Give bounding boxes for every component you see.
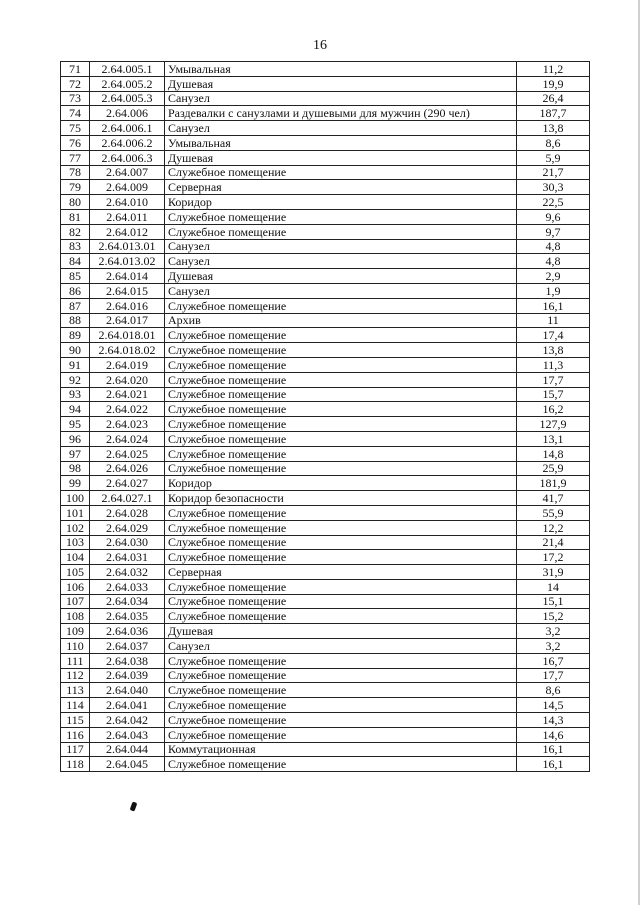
row-number-cell: 78 — [61, 165, 90, 180]
table-row — [61, 446, 590, 461]
row-number-cell: 74 — [61, 106, 90, 121]
table-row — [61, 535, 590, 550]
room-name-cell: Душевая — [165, 269, 517, 284]
room-name-cell: Служебное помещение — [165, 609, 517, 624]
room-area-cell: 11,2 — [517, 62, 590, 77]
room-area-cell: 22,5 — [517, 195, 590, 210]
room-area-cell: 15,7 — [517, 387, 590, 402]
room-area-cell: 14,8 — [517, 446, 590, 461]
row-number-cell: 106 — [61, 579, 90, 594]
room-area-cell: 16,2 — [517, 402, 590, 417]
room-code-cell: 2.64.036 — [90, 624, 165, 639]
room-name-cell: Служебное помещение — [165, 520, 517, 535]
room-name-cell: Служебное помещение — [165, 372, 517, 387]
row-number-cell: 95 — [61, 417, 90, 432]
room-name-cell: Служебное помещение — [165, 165, 517, 180]
room-code-cell: 2.64.031 — [90, 550, 165, 565]
room-area-cell: 3,2 — [517, 639, 590, 654]
row-number-cell: 104 — [61, 550, 90, 565]
row-number-cell: 81 — [61, 209, 90, 224]
room-code-cell: 2.64.033 — [90, 579, 165, 594]
table-row — [61, 505, 590, 520]
room-name-cell: Коридор — [165, 195, 517, 210]
room-area-cell: 8,6 — [517, 683, 590, 698]
table-row — [61, 431, 590, 446]
table-row — [61, 713, 590, 728]
room-name-cell: Служебное помещение — [165, 698, 517, 713]
room-area-cell: 5,9 — [517, 150, 590, 165]
room-code-cell: 2.64.017 — [90, 313, 165, 328]
room-area-cell: 19,9 — [517, 76, 590, 91]
table-row — [61, 121, 590, 136]
room-area-cell: 31,9 — [517, 565, 590, 580]
room-area-cell: 8,6 — [517, 135, 590, 150]
row-number-cell: 98 — [61, 461, 90, 476]
room-name-cell: Душевая — [165, 624, 517, 639]
room-code-cell: 2.64.044 — [90, 742, 165, 757]
room-area-cell: 187,7 — [517, 106, 590, 121]
room-area-cell: 9,6 — [517, 209, 590, 224]
room-code-cell: 2.64.027.1 — [90, 491, 165, 506]
room-code-cell: 2.64.022 — [90, 402, 165, 417]
table-row — [61, 135, 590, 150]
room-area-cell: 26,4 — [517, 91, 590, 106]
room-name-cell: Служебное помещение — [165, 683, 517, 698]
room-area-cell: 16,1 — [517, 757, 590, 772]
table-row — [61, 269, 590, 284]
room-code-cell: 2.64.027 — [90, 476, 165, 491]
row-number-cell: 84 — [61, 254, 90, 269]
table-row — [61, 209, 590, 224]
row-number-cell: 87 — [61, 298, 90, 313]
room-name-cell: Служебное помещение — [165, 713, 517, 728]
room-code-cell: 2.64.015 — [90, 283, 165, 298]
room-name-cell: Санузел — [165, 239, 517, 254]
room-code-cell: 2.64.024 — [90, 431, 165, 446]
room-name-cell: Раздевалки с санузлами и душевыми для мужчин (290 чел) — [165, 106, 517, 121]
room-code-cell: 2.64.040 — [90, 683, 165, 698]
table-row — [61, 372, 590, 387]
room-code-cell: 2.64.043 — [90, 727, 165, 742]
row-number-cell: 89 — [61, 328, 90, 343]
room-name-cell: Служебное помещение — [165, 328, 517, 343]
table-row — [61, 298, 590, 313]
room-code-cell: 2.64.020 — [90, 372, 165, 387]
table-row — [61, 579, 590, 594]
table-row — [61, 742, 590, 757]
room-name-cell: Служебное помещение — [165, 298, 517, 313]
table-row — [61, 313, 590, 328]
room-code-cell: 2.64.039 — [90, 668, 165, 683]
room-area-cell: 16,1 — [517, 742, 590, 757]
room-name-cell: Служебное помещение — [165, 417, 517, 432]
room-area-cell: 41,7 — [517, 491, 590, 506]
room-code-cell: 2.64.012 — [90, 224, 165, 239]
table-row — [61, 254, 590, 269]
room-name-cell: Санузел — [165, 283, 517, 298]
room-code-cell: 2.64.021 — [90, 387, 165, 402]
table-row — [61, 195, 590, 210]
row-number-cell: 103 — [61, 535, 90, 550]
room-area-cell: 21,4 — [517, 535, 590, 550]
room-area-cell: 15,2 — [517, 609, 590, 624]
room-name-cell: Служебное помещение — [165, 505, 517, 520]
row-number-cell: 113 — [61, 683, 90, 698]
room-area-cell: 11 — [517, 313, 590, 328]
table-row — [61, 165, 590, 180]
room-code-cell: 2.64.026 — [90, 461, 165, 476]
room-area-cell: 11,3 — [517, 357, 590, 372]
room-code-cell: 2.64.014 — [90, 269, 165, 284]
table-row — [61, 476, 590, 491]
table-row — [61, 402, 590, 417]
row-number-cell: 110 — [61, 639, 90, 654]
room-area-cell: 13,8 — [517, 343, 590, 358]
room-area-cell: 13,8 — [517, 121, 590, 136]
table-row — [61, 180, 590, 195]
room-code-cell: 2.64.034 — [90, 594, 165, 609]
room-area-cell: 14,6 — [517, 727, 590, 742]
row-number-cell: 117 — [61, 742, 90, 757]
room-code-cell: 2.64.006.2 — [90, 135, 165, 150]
room-code-cell: 2.64.005.2 — [90, 76, 165, 91]
room-code-cell: 2.64.016 — [90, 298, 165, 313]
room-name-cell: Служебное помещение — [165, 668, 517, 683]
room-code-cell: 2.64.013.01 — [90, 239, 165, 254]
room-area-cell: 14,5 — [517, 698, 590, 713]
room-name-cell: Служебное помещение — [165, 757, 517, 772]
table-row — [61, 550, 590, 565]
table-row — [61, 639, 590, 654]
room-code-cell: 2.64.009 — [90, 180, 165, 195]
row-number-cell: 116 — [61, 727, 90, 742]
room-area-cell: 21,7 — [517, 165, 590, 180]
room-area-cell: 17,4 — [517, 328, 590, 343]
room-area-cell: 17,7 — [517, 668, 590, 683]
room-name-cell: Служебное помещение — [165, 357, 517, 372]
room-code-cell: 2.64.006.3 — [90, 150, 165, 165]
row-number-cell: 88 — [61, 313, 90, 328]
row-number-cell: 112 — [61, 668, 90, 683]
room-name-cell: Санузел — [165, 254, 517, 269]
table-row — [61, 461, 590, 476]
room-area-cell: 9,7 — [517, 224, 590, 239]
row-number-cell: 75 — [61, 121, 90, 136]
room-code-cell: 2.64.011 — [90, 209, 165, 224]
row-number-cell: 97 — [61, 446, 90, 461]
room-area-cell: 14,3 — [517, 713, 590, 728]
room-area-cell: 17,7 — [517, 372, 590, 387]
room-area-cell: 16,1 — [517, 298, 590, 313]
room-name-cell: Серверная — [165, 180, 517, 195]
room-code-cell: 2.64.006 — [90, 106, 165, 121]
room-code-cell: 2.64.038 — [90, 653, 165, 668]
room-name-cell: Служебное помещение — [165, 727, 517, 742]
row-number-cell: 77 — [61, 150, 90, 165]
row-number-cell: 83 — [61, 239, 90, 254]
table-row — [61, 150, 590, 165]
room-code-cell: 2.64.013.02 — [90, 254, 165, 269]
room-code-cell: 2.64.032 — [90, 565, 165, 580]
room-code-cell: 2.64.042 — [90, 713, 165, 728]
room-code-cell: 2.64.018.01 — [90, 328, 165, 343]
row-number-cell: 73 — [61, 91, 90, 106]
room-code-cell: 2.64.023 — [90, 417, 165, 432]
row-number-cell: 86 — [61, 283, 90, 298]
row-number-cell: 108 — [61, 609, 90, 624]
room-area-cell: 4,8 — [517, 239, 590, 254]
table-row — [61, 565, 590, 580]
row-number-cell: 102 — [61, 520, 90, 535]
room-code-cell: 2.64.010 — [90, 195, 165, 210]
table-row — [61, 609, 590, 624]
row-number-cell: 99 — [61, 476, 90, 491]
room-area-cell: 16,7 — [517, 653, 590, 668]
table-row — [61, 594, 590, 609]
room-area-cell: 1,9 — [517, 283, 590, 298]
row-number-cell: 80 — [61, 195, 90, 210]
room-name-cell: Умывальная — [165, 62, 517, 77]
table-row — [61, 417, 590, 432]
room-code-cell: 2.64.018.02 — [90, 343, 165, 358]
table-row — [61, 653, 590, 668]
room-name-cell: Служебное помещение — [165, 431, 517, 446]
table-row — [61, 624, 590, 639]
room-code-cell: 2.64.006.1 — [90, 121, 165, 136]
room-name-cell: Служебное помещение — [165, 402, 517, 417]
table-row — [61, 698, 590, 713]
row-number-cell: 90 — [61, 343, 90, 358]
table-row — [61, 343, 590, 358]
row-number-cell: 71 — [61, 62, 90, 77]
row-number-cell: 101 — [61, 505, 90, 520]
row-number-cell: 118 — [61, 757, 90, 772]
table-row — [61, 683, 590, 698]
page-number: 16 — [313, 38, 327, 53]
room-code-cell: 2.64.045 — [90, 757, 165, 772]
room-name-cell: Архив — [165, 313, 517, 328]
row-number-cell: 96 — [61, 431, 90, 446]
room-name-cell: Душевая — [165, 76, 517, 91]
row-number-cell: 91 — [61, 357, 90, 372]
row-number-cell: 82 — [61, 224, 90, 239]
table-row — [61, 224, 590, 239]
table-row — [61, 491, 590, 506]
table-row — [61, 328, 590, 343]
room-name-cell: Коммутационная — [165, 742, 517, 757]
table-row — [61, 757, 590, 772]
room-code-cell: 2.64.029 — [90, 520, 165, 535]
room-area-cell: 14 — [517, 579, 590, 594]
room-name-cell: Служебное помещение — [165, 535, 517, 550]
room-name-cell: Служебное помещение — [165, 594, 517, 609]
room-code-cell: 2.64.037 — [90, 639, 165, 654]
row-number-cell: 72 — [61, 76, 90, 91]
row-number-cell: 109 — [61, 624, 90, 639]
room-area-cell: 55,9 — [517, 505, 590, 520]
room-area-cell: 15,1 — [517, 594, 590, 609]
table-row — [61, 62, 590, 77]
room-area-cell: 3,2 — [517, 624, 590, 639]
row-number-cell: 94 — [61, 402, 90, 417]
room-area-cell: 13,1 — [517, 431, 590, 446]
room-code-cell: 2.64.005.3 — [90, 91, 165, 106]
row-number-cell: 111 — [61, 653, 90, 668]
room-code-cell: 2.64.025 — [90, 446, 165, 461]
room-code-cell: 2.64.019 — [90, 357, 165, 372]
row-number-cell: 115 — [61, 713, 90, 728]
scan-mark — [130, 801, 138, 811]
room-name-cell: Служебное помещение — [165, 387, 517, 402]
room-area-cell: 2,9 — [517, 269, 590, 284]
row-number-cell: 114 — [61, 698, 90, 713]
table-row — [61, 283, 590, 298]
room-area-cell: 12,2 — [517, 520, 590, 535]
room-name-cell: Служебное помещение — [165, 224, 517, 239]
room-area-cell: 4,8 — [517, 254, 590, 269]
room-name-cell: Умывальная — [165, 135, 517, 150]
room-name-cell: Санузел — [165, 639, 517, 654]
room-area-cell: 25,9 — [517, 461, 590, 476]
table-row — [61, 357, 590, 372]
row-number-cell: 107 — [61, 594, 90, 609]
room-code-cell: 2.64.005.1 — [90, 62, 165, 77]
room-name-cell: Серверная — [165, 565, 517, 580]
table-row — [61, 727, 590, 742]
table-row — [61, 91, 590, 106]
room-name-cell: Служебное помещение — [165, 461, 517, 476]
room-area-cell: 181,9 — [517, 476, 590, 491]
table-row — [61, 668, 590, 683]
room-name-cell: Служебное помещение — [165, 653, 517, 668]
room-name-cell: Санузел — [165, 121, 517, 136]
room-name-cell: Служебное помещение — [165, 446, 517, 461]
room-code-cell: 2.64.007 — [90, 165, 165, 180]
table-row — [61, 387, 590, 402]
table-row — [61, 520, 590, 535]
room-code-cell: 2.64.030 — [90, 535, 165, 550]
rooms-table-body — [61, 62, 590, 772]
room-name-cell: Служебное помещение — [165, 579, 517, 594]
table-row — [61, 106, 590, 121]
rooms-table — [60, 61, 590, 772]
row-number-cell: 76 — [61, 135, 90, 150]
room-name-cell: Коридор безопасности — [165, 491, 517, 506]
room-area-cell: 17,2 — [517, 550, 590, 565]
row-number-cell: 105 — [61, 565, 90, 580]
row-number-cell: 85 — [61, 269, 90, 284]
room-name-cell: Санузел — [165, 91, 517, 106]
room-code-cell: 2.64.041 — [90, 698, 165, 713]
room-name-cell: Служебное помещение — [165, 550, 517, 565]
row-number-cell: 100 — [61, 491, 90, 506]
room-name-cell: Служебное помещение — [165, 343, 517, 358]
room-name-cell: Коридор — [165, 476, 517, 491]
room-name-cell: Служебное помещение — [165, 209, 517, 224]
row-number-cell: 92 — [61, 372, 90, 387]
row-number-cell: 79 — [61, 180, 90, 195]
row-number-cell: 93 — [61, 387, 90, 402]
room-area-cell: 30,3 — [517, 180, 590, 195]
room-name-cell: Душевая — [165, 150, 517, 165]
room-code-cell: 2.64.028 — [90, 505, 165, 520]
table-row — [61, 76, 590, 91]
room-area-cell: 127,9 — [517, 417, 590, 432]
room-code-cell: 2.64.035 — [90, 609, 165, 624]
table-row — [61, 239, 590, 254]
